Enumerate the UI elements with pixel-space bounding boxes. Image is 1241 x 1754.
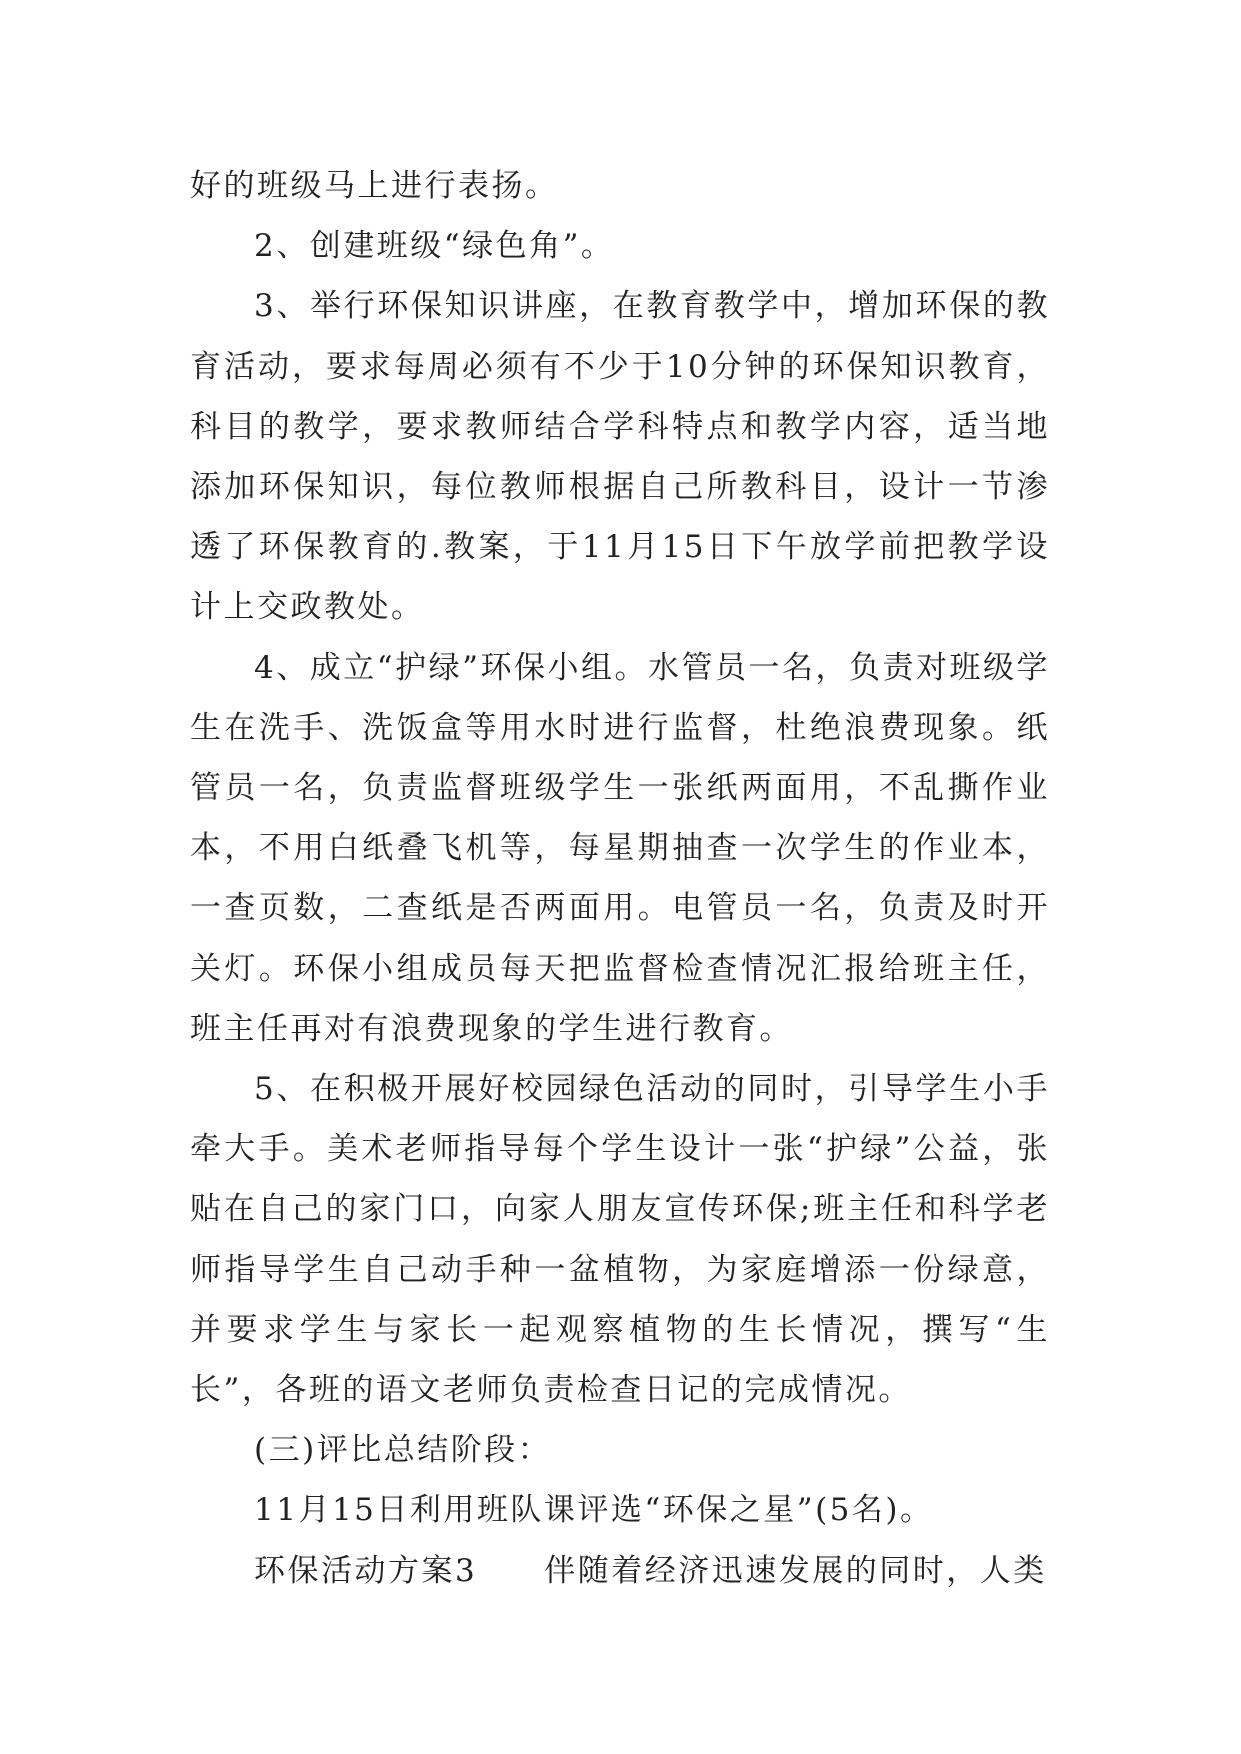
paragraph-item-2: 2、创建班级“绿色角”。: [254, 228, 615, 265]
paragraph-plan-3-start: 环保活动方案3 伴随着经济迅速发展的同时，人类: [254, 1552, 1047, 1589]
paragraph-evaluation-date: 11月15日利用班队课评选“环保之星”(5名)。: [254, 1492, 934, 1529]
paragraph-item-5: 5、在积极开展好校园绿色活动的同时，引导学生小手牵大手。美术老师指导每个学生设计一张“护绿”公益，张贴在自己的家门口，向家人朋友宣传环保;班主任和科学老师指导学生自己动手种一盆植物，为家庭增添一份绿意，并要求学生与家长一起观察植物的生长情况，撰写“生长”，各班的语文老师负责检查日记的完成情况。: [190, 1071, 1050, 1409]
paragraph-item-3: 3、举行环保知识讲座，在教育教学中，增加环保的教育活动，要求每周必须有不少于10分钟的环保知识教育，科目的教学，要求教师结合学科特点和教学内容，适当地添加环保知识，每位教师根据自己所教科目，设计一节渗透了环保教育的.教案，于11月15日下午放学前把教学设计上交政教处。: [190, 288, 1050, 626]
paragraph-continuation: 好的班级马上进行表扬。: [190, 168, 559, 204]
document-body: [190, 156, 1050, 1601]
paragraph-item-4: 4、成立“护绿”环保小组。水管员一名，负责对班级学生在洗手、洗饭盒等用水时进行监督，杜绝浪费现象。纸管员一名，负责监督班级学生一张纸两面用，不乱撕作业本，不用白纸叠飞机等，每星期抽查一次学生的作业本，一查页数，二查纸是否两面用。电管员一名，负责及时开关灯。环保小组成员每天把监督检查情况汇报给班主任，班主任再对有浪费现象的学生进行教育。: [190, 649, 1050, 1047]
section-heading-evaluation: (三)评比总结阶段：: [254, 1432, 552, 1469]
